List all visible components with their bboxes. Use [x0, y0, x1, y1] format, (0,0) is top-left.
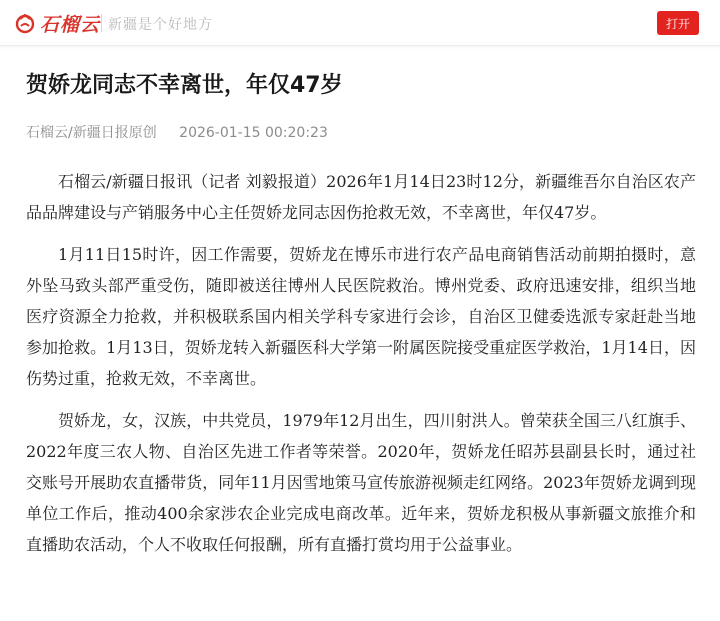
article-paragraph: 1月11日15时许，因工作需要，贺娇龙在博乐市进行农产品电商销售活动前期拍摄时，意外坠马致头部严重受伤，随即被送往博州人民医院救治。博州党委、政府迅速安排，组织当地医疗资源全力抢救，并积极联系国内相关学科专家进行会诊，自治区卫健委选派专家赶赴当地参加抢救。1月13日，贺娇龙转入新疆医科大学第一附属医院接受重症医学救治，1月14日，因伤势过重，抢救无效，不幸离世。 [26, 245, 696, 388]
article-meta [26, 122, 328, 142]
logo-text: 石榴云 [40, 13, 101, 36]
article-title: 贺娇龙同志不幸离世，年仅47岁 [26, 73, 343, 98]
top-bar [0, 0, 720, 46]
article-paragraph: 石榴云/新疆日报讯（记者 刘毅报道）2026年1月14日23时12分，新疆维吾尔自治区农产品品牌建设与产销服务中心主任贺娇龙同志因伤抢救无效，不幸离世，年仅47岁。 [26, 172, 696, 222]
slogan: 新疆是个好地方 [108, 17, 213, 33]
header-divider [101, 14, 102, 32]
logo[interactable] [14, 9, 100, 37]
pomegranate-logo-icon [14, 12, 36, 34]
article-body [26, 166, 696, 571]
article-paragraph: 贺娇龙，女，汉族，中共党员，1979年12月出生，四川射洪人。曾荣获全国三八红旗手、2022年度三农人物、自治区先进工作者等荣誉。2020年，贺娇龙任昭苏县副县长时，通过社交账号开展助农直播带货，同年11月因雪地策马宣传旅游视频走红网络。2023年贺娇龙调到现单位工作后，推动400余家涉农企业完成电商改革。近年来，贺娇龙积极从事新疆文旅推介和直播助农活动，个人不收取任何报酬，所有直播打赏均用于公益事业。 [26, 411, 696, 554]
open-app-button[interactable]: 打开 [657, 11, 699, 35]
article-datetime: 2026-01-15 00:20:23 [179, 125, 328, 141]
article-source: 石榴云/新疆日报原创 [26, 125, 157, 141]
